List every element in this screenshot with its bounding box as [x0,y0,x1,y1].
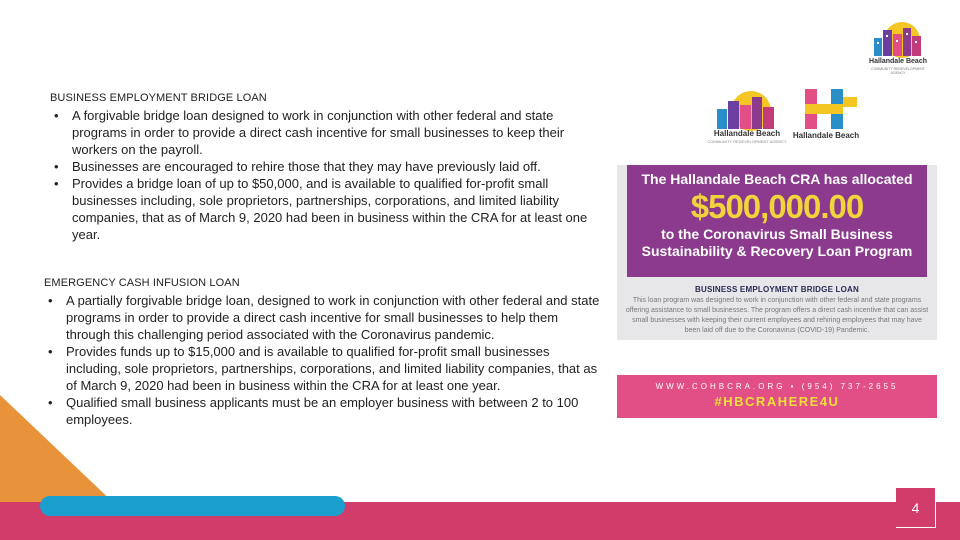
list-item: • A partially forgivable bridge loan, designed to work in conjunction with other federal and state programs in order to provide a direct cash incentive for small businesses to help them through this challenging period associated with the Coronavirus pandemic. [44,292,604,343]
logo-sublabel: COMMUNITY REDEVELOPMENT AGENCY [707,139,787,144]
allocation-banner [627,165,927,277]
skyline-logo-icon [707,89,787,131]
hallandale-logo [707,89,787,153]
h-letter-icon [791,87,861,131]
contact-banner [617,375,937,418]
loan-description: This loan program was designed to work in conjunction with other federal and state programs offering assistance to small businesses. The program offers a direct cash incentive that can assist small businesses with keeping their current employees and rehiring employees that may have been laid off due to the Coronavirus (COVID-19) Pandemic. [625,297,929,334]
list-item: • Provides a bridge loan of up to $50,000, and is available to qualified for-profit small businesses including, sole proprietors, partnerships, corporations, and limited liability companies, that as of March 9, 2020 had been in business within the CRA for at least one year. [50,175,610,243]
allocation-amount: $500,000.00 [690,188,864,225]
page-number: 4 [911,500,920,516]
bullet-list [44,292,604,428]
skyline-logo-icon [868,18,928,58]
program-flyer [617,85,937,418]
section-title: EMERGENCY CASH INFUSION LOAN [44,277,240,289]
logo-label: Hallandale Beach [792,131,860,140]
flyer-logos [707,85,877,155]
hashtag: #HBCRAHERE4U [714,394,840,409]
header-logo-caption: Hallandale Beach [869,58,927,65]
contact-info: WWW.COHBCRA.ORG • (954) 737-2655 [655,382,899,391]
loan-title: BUSINESS EMPLOYMENT BRIDGE LOAN [695,285,859,294]
page-number-box [896,488,936,528]
logo-label: Hallandale Beach [713,129,781,138]
header-logo-subcaption: COMMUNITY REDEVELOPMENT AGENCY [871,67,925,75]
h-letter-logo [791,87,861,151]
loan-summary [617,285,937,336]
emergency-cash-section [44,275,604,428]
list-item: • Qualified small business applicants must be an employer business with between 2 to 100 employees. [44,394,604,428]
section-title: BUSINESS EMPLOYMENT BRIDGE LOAN [50,92,267,104]
allocation-headline: The Hallandale Beach CRA has allocated [641,171,913,187]
allocation-subheadline: to the Coronavirus Small Business Sustainability & Recovery Loan Program [641,226,913,259]
list-item: • Businesses are encouraged to rehire those that they may have previously laid off. [50,158,610,175]
footer-accent-bar [40,496,345,516]
header-logo [868,18,928,76]
bullet-list [50,107,610,243]
list-item: • A forgivable bridge loan designed to work in conjunction with other federal and state programs in order to provide a direct cash incentive for small businesses to keep their workers on the payroll. [50,107,610,158]
list-item: • Provides funds up to $15,000 and is available to qualified for-profit small businesses including, sole proprietors, partnerships, corporations, and limited liability companies, that as of March 9, 2020 had been in business within the CRA for at least one year. [44,343,604,394]
business-employment-section [50,90,610,243]
